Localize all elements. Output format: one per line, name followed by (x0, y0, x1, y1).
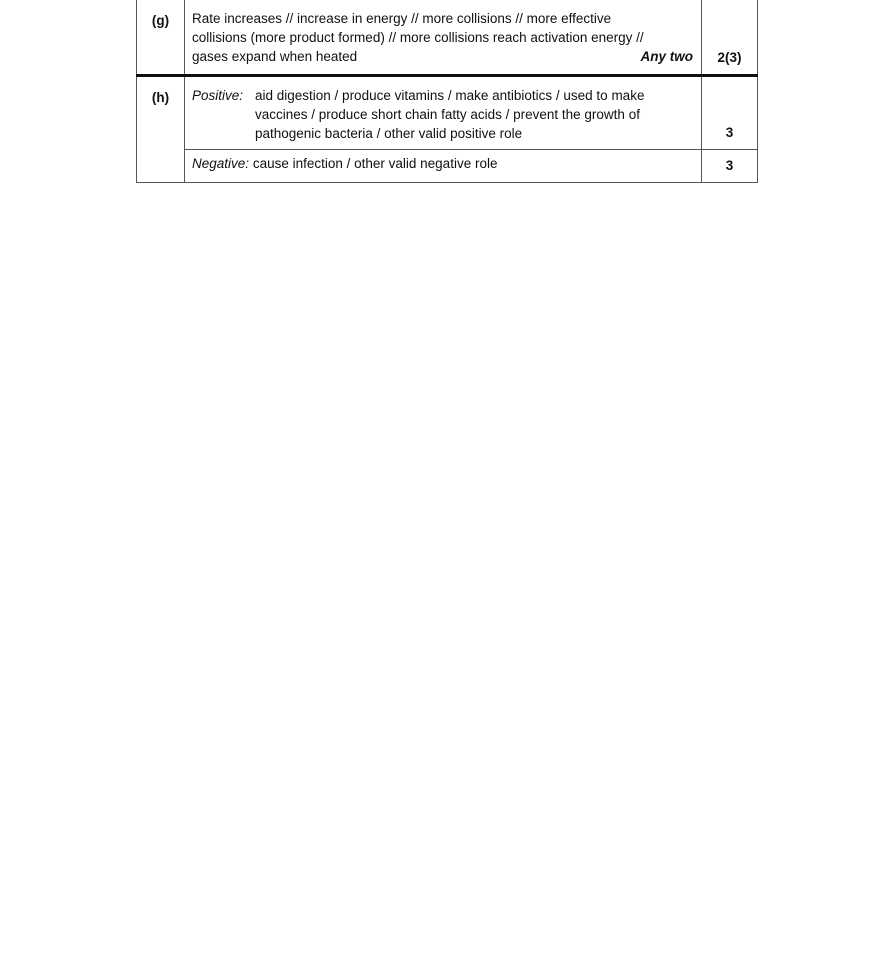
question-label-g: (g) (137, 0, 185, 76)
answer-line: aid digestion / produce vitamins / make antibiotics / used to make (255, 88, 645, 103)
any-two-qualifier: Any two (640, 49, 693, 64)
answer-g (185, 0, 702, 76)
question-label-h: (h) (137, 76, 185, 183)
table-row-h-positive (137, 76, 758, 150)
answer-line: Rate increases // increase in energy // more collisions // more effective (192, 11, 612, 26)
negative-label: Negative: (192, 156, 250, 171)
marking-scheme-table (136, 0, 758, 183)
table-row-g (137, 0, 758, 76)
positive-label: Positive: (192, 88, 244, 103)
answer-line: vaccines / produce short chain fatty acids / prevent the growth of (255, 107, 640, 122)
answer-line: pathogenic bacteria / other valid positive role (255, 126, 523, 141)
answer-h-positive (185, 76, 702, 150)
mark-g: 2(3) (702, 0, 758, 76)
mark-h-negative: 3 (702, 150, 758, 183)
answer-h-negative (185, 150, 702, 183)
answer-line: Any two gases expand when heated (192, 49, 693, 64)
table-row-h-negative (137, 150, 758, 183)
negative-text: cause infection / other valid negative role (252, 156, 498, 171)
answer-line: collisions (more product formed) // more collisions reach activation energy // (192, 30, 644, 45)
mark-h-positive: 3 (702, 76, 758, 150)
